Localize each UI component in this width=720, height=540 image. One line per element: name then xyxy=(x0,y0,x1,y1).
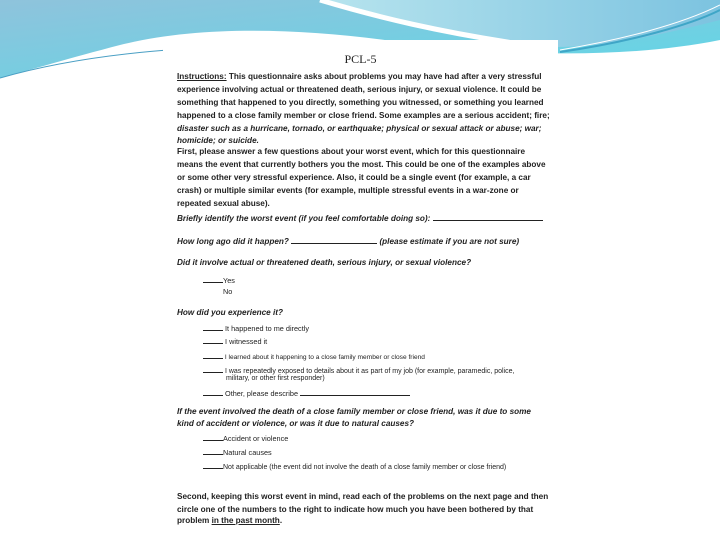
option-label: I learned about it happening to a close family member or close friend xyxy=(224,354,425,361)
question-text: Briefly identify the worst event (if you feel comfortable doing so): xyxy=(177,214,431,223)
experience-option[interactable] xyxy=(203,322,309,334)
death-option[interactable] xyxy=(203,460,506,473)
answer-blank[interactable] xyxy=(203,460,223,469)
option-label: Yes xyxy=(223,276,235,285)
other-describe-field[interactable] xyxy=(300,387,410,396)
second-para-text: problem xyxy=(177,516,212,525)
past-month-emphasis: in the past month xyxy=(211,516,280,525)
first-para-line: means the event that currently bothers you the most. This could be one of the examples above xyxy=(177,160,546,169)
option-label: It happened to me directly xyxy=(225,324,309,333)
option-label: I was repeatedly exposed to details about it as part of my job (for example, paramedic, police, xyxy=(224,368,515,375)
question-involve: Did it involve actual or threatened death, serious injury, or sexual violence? xyxy=(177,258,472,267)
document-title: PCL-5 xyxy=(344,52,377,66)
answer-blank[interactable] xyxy=(203,387,223,396)
option-label: Other, please describe xyxy=(225,389,299,398)
death-option[interactable] xyxy=(203,446,272,458)
death-option[interactable] xyxy=(203,432,288,444)
second-para-line: Second, keeping this worst event in mind, read each of the problems on the next page and then xyxy=(177,492,549,501)
question-how-long xyxy=(177,235,519,247)
question-experience: How did you experience it? xyxy=(177,308,284,317)
second-para-line: circle one of the numbers to the right to indicate how much you have been bothered by that xyxy=(177,505,534,514)
option-label: Not applicable (the event did not involve the death of a close family member or close friend) xyxy=(223,464,507,471)
period: . xyxy=(279,516,283,525)
answer-blank[interactable] xyxy=(203,432,223,441)
instructions-line xyxy=(177,72,541,82)
instructions-line: something that happened to you directly, something you witnessed, or something you learned xyxy=(177,98,544,107)
option-label: Accident or violence xyxy=(223,434,289,443)
how-long-field[interactable] xyxy=(291,235,377,244)
second-para-line xyxy=(177,516,282,526)
answer-blank[interactable] xyxy=(203,322,223,331)
question-text: How long ago did it happen? xyxy=(177,237,289,246)
experience-option[interactable] xyxy=(203,335,267,347)
pcl5-document xyxy=(163,40,558,540)
answer-blank[interactable] xyxy=(203,364,223,373)
instructions-line: disaster such as a hurricane, tornado, or earthquake; physical or sexual attack or abuse; war; xyxy=(177,124,542,133)
experience-option[interactable] xyxy=(203,350,425,363)
instructions-line: homicide; or suicide. xyxy=(177,136,259,145)
answer-blank[interactable] xyxy=(203,335,223,344)
option-label: Natural causes xyxy=(223,448,272,457)
answer-blank[interactable] xyxy=(203,274,223,283)
question-death: If the event involved the death of a close family member or close friend, was it due to some xyxy=(177,407,531,416)
option-no[interactable]: No xyxy=(223,287,233,296)
question-death: kind of accident or violence, or was it due to natural causes? xyxy=(177,419,415,428)
option-yes[interactable] xyxy=(203,274,235,286)
first-para-line: crash) or multiple similar events (for example, multiple stressful events in a war-zone or xyxy=(177,186,519,195)
instructions-line: experience involving actual or threatened death, serious injury, or sexual violence. It could be xyxy=(177,85,542,94)
question-note: (please estimate if you are not sure) xyxy=(379,237,520,246)
instructions-label: Instructions: xyxy=(177,72,227,81)
first-para-line: repeated sexual abuse). xyxy=(177,199,270,208)
instructions-text: This questionnaire asks about problems you may have had after a very stressful xyxy=(226,72,542,81)
option-label-continued: military, or other first responder) xyxy=(226,375,325,382)
first-para-line: or some other very stressful experience. Also, it could be a single event (for example, a car xyxy=(177,173,531,182)
question-identify-event xyxy=(177,212,543,224)
answer-blank[interactable] xyxy=(203,350,223,359)
instructions-line: happened to a close family member or close friend. Some examples are a serious accident; fire; xyxy=(177,111,550,120)
first-para-line: First, please answer a few questions about your worst event, which for this questionnaire xyxy=(177,147,526,156)
option-label: I witnessed it xyxy=(225,337,268,346)
experience-option[interactable] xyxy=(203,387,410,399)
identify-event-field[interactable] xyxy=(433,212,543,221)
answer-blank[interactable] xyxy=(203,446,223,455)
